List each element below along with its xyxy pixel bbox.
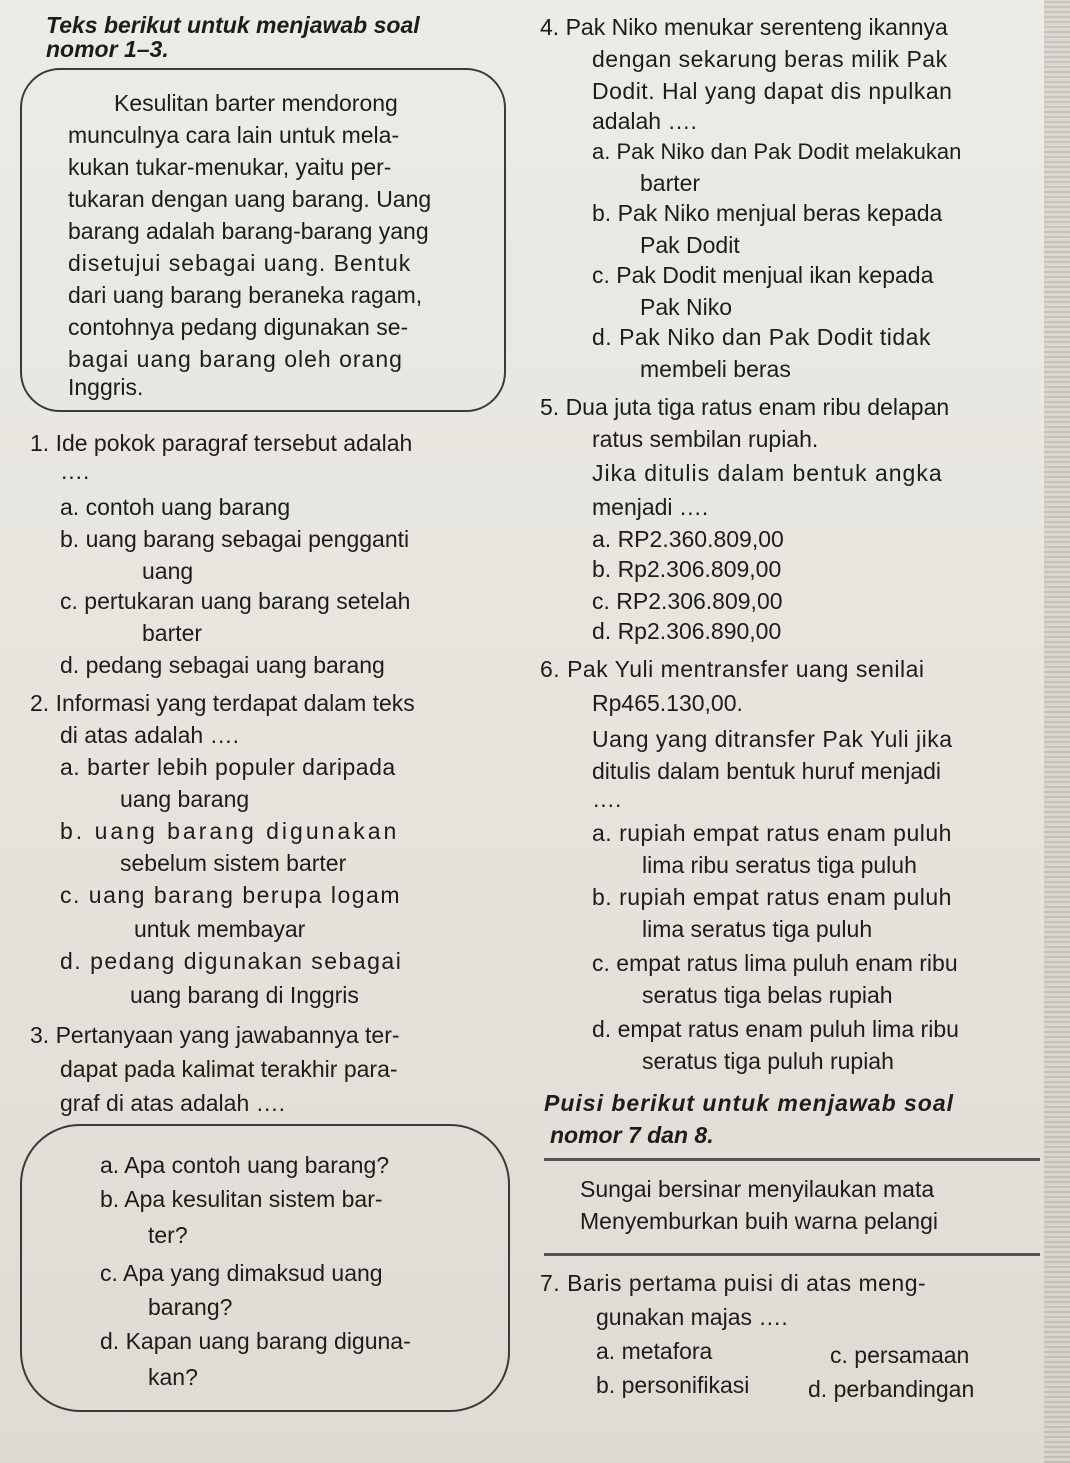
poem-line: Sungai bersinar menyilaukan mata — [580, 1176, 935, 1202]
question-2-option-b[interactable]: b. uang barang digunakan — [60, 818, 400, 844]
question-4-option-a-cont: barter — [640, 170, 701, 196]
question-5-option-b[interactable]: b. Rp2.306.809,00 — [592, 556, 782, 582]
question-7-stem: 7. Baris pertama puisi di atas meng- — [540, 1270, 927, 1296]
passage-line: barang adalah barang-barang yang — [68, 218, 429, 244]
question-4-option-d-cont: membeli beras — [640, 356, 791, 382]
question-5-stem: ratus sembilan rupiah. — [592, 426, 819, 452]
passage-line: dari uang barang beraneka ragam, — [68, 282, 423, 308]
question-2-option-d[interactable]: d. pedang digunakan sebagai — [60, 948, 403, 974]
question-2-option-a[interactable]: a. barter lebih populer daripada — [60, 754, 396, 780]
passage-line: Inggris. — [68, 374, 144, 400]
question-2-stem: di atas adalah …. — [60, 722, 240, 748]
question-6-option-d-cont: seratus tiga puluh rupiah — [642, 1048, 894, 1074]
poem-section-header: nomor 7 dan 8. — [550, 1122, 714, 1148]
question-4-option-d[interactable]: d. Pak Niko dan Pak Dodit tidak — [592, 324, 931, 350]
section-header: nomor 1–3. — [46, 36, 169, 62]
question-6-stem: …. — [592, 786, 622, 812]
section-header: Teks berikut untuk menjawab soal — [46, 12, 420, 38]
question-3-option-c-cont: barang? — [148, 1294, 233, 1320]
question-2-option-c-cont: untuk membayar — [134, 916, 306, 942]
question-4-stem: adalah …. — [592, 108, 697, 134]
question-4-stem: dengan sekarung beras milik Pak — [592, 46, 948, 72]
question-5-option-a[interactable]: a. RP2.360.809,00 — [592, 526, 784, 552]
question-5-stem: Jika ditulis dalam bentuk angka — [592, 460, 943, 486]
question-2-option-b-cont: sebelum sistem barter — [120, 850, 347, 876]
question-7-option-b[interactable]: b. personifikasi — [596, 1372, 750, 1398]
question-1-option-b[interactable]: b. uang barang sebagai pengganti — [60, 526, 410, 552]
question-2-stem: 2. Informasi yang terdapat dalam teks — [30, 690, 415, 716]
question-6-stem: Rp465.130,00. — [592, 690, 743, 716]
question-4-option-b-cont: Pak Dodit — [640, 232, 740, 258]
passage-line: kukan tukar-menukar, yaitu per- — [68, 154, 392, 180]
question-7-option-a[interactable]: a. metafora — [596, 1338, 713, 1364]
question-3-option-c[interactable]: c. Apa yang dimaksud uang — [100, 1260, 383, 1286]
question-6-option-d[interactable]: d. empat ratus enam puluh lima ribu — [592, 1016, 959, 1042]
question-3-option-d-cont: kan? — [148, 1364, 198, 1390]
question-6-option-c[interactable]: c. empat ratus lima puluh enam ribu — [592, 950, 958, 976]
question-3-option-b-cont: ter? — [148, 1222, 188, 1248]
question-4-stem: 4. Pak Niko menukar serenteng ikannya — [540, 14, 948, 40]
question-1-stem: 1. Ide pokok paragraf tersebut adalah — [30, 430, 413, 456]
question-6-stem: Uang yang ditransfer Pak Yuli jika — [592, 726, 953, 752]
passage-line: disetujui sebagai uang. Bentuk — [68, 250, 412, 276]
question-7-option-d[interactable]: d. perbandingan — [808, 1376, 975, 1402]
question-5-option-d[interactable]: d. Rp2.306.890,00 — [592, 618, 782, 644]
question-1-option-d[interactable]: d. pedang sebagai uang barang — [60, 652, 385, 678]
question-4-option-c[interactable]: c. Pak Dodit menjual ikan kepada — [592, 262, 934, 288]
question-5-stem: 5. Dua juta tiga ratus enam ribu delapan — [540, 394, 950, 420]
question-1-option-b-cont: uang — [142, 558, 194, 584]
poem-section-header: Puisi berikut untuk menjawab soal — [544, 1090, 955, 1116]
question-7-stem: gunakan majas …. — [596, 1304, 788, 1330]
question-4-option-c-cont: Pak Niko — [640, 294, 733, 320]
question-6-stem: ditulis dalam bentuk huruf menjadi — [592, 758, 942, 784]
passage-line: Kesulitan barter mendorong — [114, 90, 398, 116]
passage-line: tukaran dengan uang barang. Uang — [68, 186, 432, 212]
question-6-option-b[interactable]: b. rupiah empat ratus enam puluh — [592, 884, 952, 910]
passage-line: munculnya cara lain untuk mela- — [68, 122, 400, 148]
passage-line: bagai uang barang oleh orang — [68, 346, 403, 372]
question-6-option-a[interactable]: a. rupiah empat ratus enam puluh — [592, 820, 952, 846]
question-2-option-c[interactable]: c. uang barang berupa logam — [60, 882, 401, 908]
question-4-option-b[interactable]: b. Pak Niko menjual beras kepada — [592, 200, 943, 226]
poem-line: Menyemburkan buih warna pelangi — [580, 1208, 938, 1234]
question-1-option-c[interactable]: c. pertukaran uang barang setelah — [60, 588, 411, 614]
question-6-stem: 6. Pak Yuli mentransfer uang senilai — [540, 656, 925, 682]
question-6-option-b-cont: lima seratus tiga puluh — [642, 916, 873, 942]
passage-line: contohnya pedang digunakan se- — [68, 314, 409, 340]
question-3-stem: 3. Pertanyaan yang jawabannya ter- — [30, 1022, 400, 1048]
page-edge-texture — [1044, 0, 1070, 1463]
question-4-stem: Dodit. Hal yang dapat dis npulkan — [592, 78, 953, 104]
question-3-stem: dapat pada kalimat terakhir para- — [60, 1056, 398, 1082]
question-3-option-a[interactable]: a. Apa contoh uang barang? — [100, 1152, 390, 1178]
question-4-option-a[interactable]: a. Pak Niko dan Pak Dodit melakukan — [592, 139, 962, 164]
question-3-stem: graf di atas adalah …. — [60, 1090, 286, 1116]
question-1-option-a[interactable]: a. contoh uang barang — [60, 494, 291, 520]
question-1-stem: …. — [60, 458, 90, 484]
question-2-option-d-cont: uang barang di Inggris — [130, 982, 359, 1008]
question-3-option-b[interactable]: b. Apa kesulitan sistem bar- — [100, 1186, 383, 1212]
question-1-option-c-cont: barter — [142, 620, 203, 646]
question-6-option-a-cont: lima ribu seratus tiga puluh — [642, 852, 917, 878]
question-5-stem: menjadi …. — [592, 494, 709, 520]
question-5-option-c[interactable]: c. RP2.306.809,00 — [592, 588, 783, 614]
question-7-option-c[interactable]: c. persamaan — [830, 1342, 970, 1368]
question-6-option-c-cont: seratus tiga belas rupiah — [642, 982, 893, 1008]
question-2-option-a-cont: uang barang — [120, 786, 250, 812]
question-3-option-d[interactable]: d. Kapan uang barang diguna- — [100, 1328, 411, 1354]
